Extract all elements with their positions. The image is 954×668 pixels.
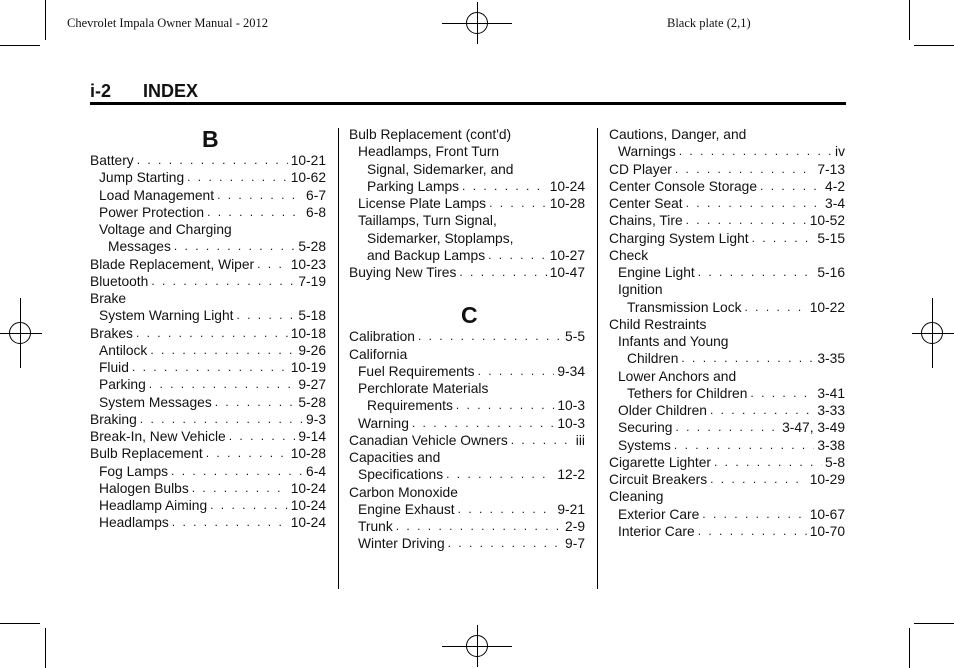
index-entry-label: Jump Starting: [99, 170, 185, 186]
index-entry-page: 3-38: [817, 437, 845, 453]
index-entry: [349, 432, 585, 449]
index-entry-label: Engine Exhaust: [358, 501, 455, 517]
index-entry-label: Chains, Tire: [609, 213, 683, 229]
index-entry: [90, 256, 326, 273]
crop-mark: [914, 623, 954, 624]
dot-leader: [686, 212, 807, 229]
dot-leader: [686, 195, 822, 212]
index-entry-label: Bulb Replacement: [90, 446, 203, 462]
index-letter-heading: C: [461, 302, 478, 329]
dot-leader: [171, 463, 303, 480]
dot-leader: [698, 264, 815, 281]
index-entry: [609, 161, 845, 178]
index-entry-page: 10-27: [549, 247, 585, 263]
index-entry-page: 10-23: [290, 256, 326, 272]
index-entry-label: Cigarette Lighter: [609, 454, 712, 470]
index-entry: [349, 178, 585, 195]
index-entry-label: Tethers for Children: [627, 385, 748, 401]
index-heading: Bulb Replacement (cont'd): [349, 127, 512, 142]
index-entry-label: Specifications: [358, 467, 444, 483]
index-entry-page: 10-24: [290, 480, 326, 496]
index-entry: [609, 385, 845, 402]
index-entry-page: 9-21: [557, 501, 585, 517]
index-heading: Infants and Young: [618, 334, 729, 349]
registration-circle: [466, 635, 488, 657]
index-entry-label: CD Player: [609, 161, 672, 177]
index-entry-label: License Plate Lamps: [358, 196, 487, 211]
index-entry-label: System Messages: [99, 394, 212, 410]
dot-leader: [675, 161, 815, 178]
page-title: [90, 81, 198, 102]
index-entry-page: 5-18: [298, 308, 326, 324]
index-entry-label: Center Console Storage: [609, 178, 758, 194]
index-entry-page: 9-14: [298, 429, 326, 444]
dot-leader: [698, 523, 807, 540]
index-entry: [90, 445, 326, 462]
index-entry: [609, 264, 845, 281]
index-entry-label: System Warning Light: [99, 308, 234, 324]
index-entry-label: Calibration: [349, 329, 415, 345]
index-heading: Brake: [90, 291, 127, 306]
index-entry-page: 3-4: [825, 196, 845, 211]
index-entry-page: 7-19: [298, 273, 326, 289]
index-entry-page: 5-16: [817, 265, 845, 280]
dot-leader: [702, 506, 806, 523]
dot-leader: [458, 501, 555, 518]
index-heading: Signal, Sidemarker, and: [367, 161, 514, 177]
index-entry-label: Winter Driving: [358, 536, 445, 552]
dot-leader: [418, 328, 562, 345]
index-entry-page: 3-33: [817, 403, 845, 418]
index-entry-page: 5-15: [817, 230, 845, 246]
index-heading: Capacities and: [349, 450, 441, 465]
index-entry: [609, 471, 845, 488]
crop-mark: [909, 628, 910, 668]
dot-leader: [412, 415, 555, 432]
index-entry-label: Brakes: [90, 325, 133, 341]
index-entry: [349, 415, 585, 432]
crop-mark: [914, 45, 954, 46]
dot-leader: [674, 437, 814, 454]
dot-leader: [257, 256, 288, 273]
index-entry-label: Requirements: [367, 398, 453, 414]
index-entry-page: 3-47, 3-49: [782, 420, 845, 436]
index-entry-page: 10-3: [557, 398, 585, 414]
index-entry-label: Older Children: [618, 403, 707, 418]
dot-leader: [488, 247, 547, 264]
index-entry-page: 10-29: [809, 472, 845, 487]
index-entry-label: Charging System Light: [609, 230, 749, 246]
dot-leader: [236, 307, 295, 324]
index-entry-page: 5-5: [565, 329, 585, 345]
index-entry: [609, 419, 845, 436]
index-entry: [90, 204, 326, 221]
index-entry-label: Engine Light: [618, 265, 695, 280]
index-heading: Ignition: [618, 282, 663, 298]
dot-leader: [752, 230, 815, 247]
index-entry-page: 10-70: [809, 523, 845, 539]
index-entry-label: Headlamp Aiming: [99, 498, 208, 513]
dot-leader: [174, 238, 295, 255]
index-entry-page: 10-67: [809, 506, 845, 522]
registration-circle: [921, 322, 943, 344]
index-entry: [90, 394, 326, 411]
index-entry-label: Messages: [108, 239, 171, 255]
dot-leader: [396, 518, 562, 535]
index-entry-page: 9-7: [565, 536, 585, 552]
index-entry: [349, 328, 585, 345]
index-entry: [609, 350, 845, 367]
index-entry-page: 10-22: [809, 299, 845, 315]
index-entry-label: Warnings: [618, 144, 676, 160]
index-column-1: [90, 126, 326, 532]
index-entry-page: 5-8: [825, 454, 845, 470]
index-entry: [609, 299, 845, 316]
index-heading: Child Restraints: [609, 316, 707, 332]
dot-leader: [448, 535, 562, 552]
index-entry-page: 3-35: [817, 351, 845, 367]
index-entry-page: 9-34: [557, 363, 585, 379]
index-heading: Cautions, Danger, and: [609, 127, 747, 142]
dot-leader: [745, 299, 807, 316]
registration-circle: [466, 12, 488, 34]
dot-leader: [172, 514, 288, 531]
index-entry-page: 7-13: [817, 161, 845, 177]
dot-leader: [456, 397, 554, 414]
index-entry: [349, 397, 585, 414]
index-entry-label: Power Protection: [99, 204, 205, 220]
dot-leader: [217, 187, 303, 204]
index-heading: Check: [609, 247, 649, 263]
dot-leader: [681, 350, 814, 367]
dot-leader: [511, 432, 573, 449]
dot-leader: [151, 273, 295, 290]
dot-leader: [215, 394, 296, 411]
registration-circle: [9, 322, 31, 344]
index-heading: Taillamps, Turn Signal,: [358, 213, 497, 229]
index-heading: Carbon Monoxide: [349, 484, 458, 500]
dot-leader: [679, 143, 832, 160]
index-entry-page: 5-28: [298, 239, 326, 255]
index-entry: [349, 466, 585, 483]
index-entry-page: 10-21: [290, 153, 326, 168]
index-entry-page: 6-4: [306, 463, 326, 479]
column-divider: [597, 128, 598, 589]
index-entry-label: Fluid: [99, 360, 129, 375]
index-entry-label: Parking Lamps: [367, 178, 460, 194]
dot-leader: [446, 466, 554, 483]
index-entry-label: Antilock: [99, 342, 148, 358]
index-entry-label: Fog Lamps: [99, 463, 169, 479]
index-entry: [609, 437, 845, 454]
dot-leader: [760, 178, 822, 195]
dot-leader: [137, 152, 288, 169]
index-entry: [609, 143, 845, 160]
column-divider: [338, 128, 339, 589]
index-entry-label: Systems: [618, 437, 671, 453]
dot-leader: [207, 204, 303, 221]
index-entry: [609, 195, 845, 212]
index-entry-label: Braking: [90, 411, 137, 427]
index-entry-label: Children: [627, 351, 679, 367]
index-entry-label: Center Seat: [609, 196, 683, 211]
index-entry: [349, 518, 585, 535]
index-entry-label: Halogen Bulbs: [99, 480, 189, 496]
index-heading: Headlamps, Front Turn: [358, 144, 500, 160]
crop-mark: [45, 0, 46, 40]
index-entry-page: 9-26: [298, 342, 326, 358]
index-entry-page: 10-28: [549, 196, 585, 211]
dot-leader: [478, 363, 555, 380]
dot-leader: [750, 385, 814, 402]
dot-leader: [149, 376, 296, 393]
index-entry-label: Parking: [99, 377, 146, 393]
index-entry-label: Fuel Requirements: [358, 363, 475, 379]
index-entry: [609, 523, 845, 540]
header-manual-title: Chevrolet Impala Owner Manual - 2012: [67, 16, 268, 30]
index-entry-label: Exterior Care: [618, 506, 700, 522]
index-entry: [90, 152, 326, 169]
index-entry-label: Break-In, New Vehicle: [90, 429, 226, 444]
index-entry: [90, 359, 326, 376]
dot-leader: [675, 419, 779, 436]
dot-leader: [210, 497, 288, 514]
index-entry: [90, 428, 326, 445]
index-entry-label: and Backup Lamps: [367, 247, 486, 263]
index-entry-page: 10-3: [557, 415, 585, 431]
dot-leader: [462, 178, 547, 195]
index-entry: [609, 506, 845, 523]
dot-leader: [187, 169, 288, 186]
index-entry: [90, 169, 326, 186]
index-entry: [90, 411, 326, 428]
index-entry-label: Bluetooth: [90, 273, 149, 289]
index-entry-page: 9-3: [306, 411, 326, 427]
index-entry-page: 10-24: [549, 178, 585, 194]
dot-leader: [192, 480, 288, 497]
index-entry: [609, 454, 845, 471]
index-entry-label: Securing: [618, 420, 673, 436]
index-entry-page: 6-8: [306, 204, 326, 220]
index-entry-label: Blade Replacement, Wiper: [90, 256, 255, 272]
crop-mark: [909, 0, 910, 40]
index-entry: [90, 497, 326, 514]
index-entry-page: 9-27: [298, 377, 326, 393]
dot-leader: [132, 359, 288, 376]
index-entry-page: 10-62: [290, 170, 326, 186]
dot-leader: [714, 454, 822, 471]
index-entry-page: 10-52: [809, 213, 845, 229]
dot-leader: [229, 428, 296, 445]
index-entry-label: Canadian Vehicle Owners: [349, 432, 508, 448]
index-entry: [349, 363, 585, 380]
index-entry: [90, 480, 326, 497]
index-heading: Voltage and Charging: [99, 222, 232, 237]
index-entry-page: 10-28: [290, 446, 326, 462]
index-heading: Lower Anchors and: [618, 368, 737, 384]
index-entry-label: Transmission Lock: [627, 299, 742, 315]
index-entry-page: 6-7: [306, 187, 326, 203]
index-entry: [349, 535, 585, 552]
page-number: i-2: [90, 81, 112, 101]
index-entry-page: 10-19: [290, 360, 326, 375]
index-entry: [90, 376, 326, 393]
crop-mark: [0, 45, 40, 46]
index-entry: [90, 514, 326, 531]
index-entry-page: 10-18: [290, 325, 326, 341]
header-plate-info: Black plate (2,1): [667, 16, 751, 30]
index-letter-heading: B: [202, 126, 219, 152]
index-entry-page: 10-47: [549, 265, 585, 280]
index-entry: [349, 195, 585, 212]
index-entry: [90, 463, 326, 480]
index-heading: Cleaning: [609, 489, 664, 505]
index-entry-page: iv: [835, 144, 845, 160]
index-entry: [90, 307, 326, 324]
dot-leader: [140, 411, 303, 428]
dot-leader: [459, 264, 546, 281]
dot-leader: [136, 325, 288, 342]
index-column-2: [349, 126, 585, 553]
index-heading: Perchlorate Materials: [358, 381, 489, 396]
index-entry: [90, 273, 326, 290]
index-entry: [609, 178, 845, 195]
index-heading: Sidemarker, Stoplamps,: [367, 230, 514, 246]
index-entry-page: 3-41: [817, 385, 845, 401]
index-entry-page: 2-9: [565, 519, 585, 534]
index-entry-label: Headlamps: [99, 515, 169, 531]
index-entry: [349, 501, 585, 518]
index-entry: [609, 402, 845, 419]
crop-mark: [0, 623, 40, 624]
dot-leader: [150, 342, 295, 359]
index-entry-page: 4-2: [825, 178, 845, 194]
index-entry-label: Buying New Tires: [349, 265, 457, 280]
index-entry: [90, 187, 326, 204]
index-entry-label: Battery: [90, 153, 134, 168]
index-entry: [90, 342, 326, 359]
index-column-3: [609, 126, 845, 540]
index-entry: [349, 264, 585, 281]
index-entry-page: 10-24: [290, 515, 326, 531]
dot-leader: [489, 195, 547, 212]
index-entry: [609, 230, 845, 247]
index-entry: [90, 325, 326, 342]
index-entry: [609, 212, 845, 229]
index-entry: [349, 247, 585, 264]
index-entry-label: Interior Care: [618, 523, 695, 539]
dot-leader: [710, 402, 814, 419]
index-entry-page: iii: [575, 432, 585, 448]
index-entry-label: Circuit Breakers: [609, 472, 708, 487]
index-entry-page: 10-24: [290, 498, 326, 513]
index-entry-label: Load Management: [99, 187, 215, 203]
index-entry-label: Trunk: [358, 519, 393, 534]
index-entry-page: 12-2: [557, 467, 585, 483]
crop-mark: [45, 628, 46, 668]
heading-rule: [90, 102, 846, 105]
index-entry: [90, 238, 326, 255]
index-heading: California: [349, 346, 408, 362]
section-title: INDEX: [143, 81, 199, 101]
dot-leader: [206, 445, 288, 462]
index-entry-page: 5-28: [298, 394, 326, 410]
dot-leader: [710, 471, 807, 488]
index-entry-label: Warning: [358, 415, 409, 431]
